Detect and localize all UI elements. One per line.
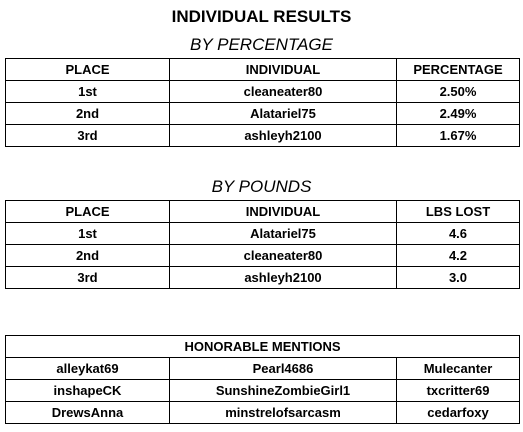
mention-cell: DrewsAnna bbox=[6, 402, 170, 424]
mention-cell: minstrelofsarcasm bbox=[170, 402, 397, 424]
lbs-lost-cell: 3.0 bbox=[397, 267, 520, 289]
individual-cell: cleaneater80 bbox=[170, 245, 397, 267]
table-row bbox=[6, 125, 520, 147]
individual-cell: ashleyh2100 bbox=[170, 267, 397, 289]
percentage-cell: 2.50% bbox=[397, 81, 520, 103]
place-cell: 1st bbox=[6, 81, 170, 103]
mention-cell: Pearl4686 bbox=[170, 358, 397, 380]
table-header-row bbox=[6, 59, 520, 81]
page-title: INDIVIDUAL RESULTS bbox=[171, 7, 352, 26]
place-cell: 3rd bbox=[6, 125, 170, 147]
lbs-lost-cell: 4.2 bbox=[397, 245, 520, 267]
mention-cell: txcritter69 bbox=[397, 380, 520, 402]
pounds-section-title: BY POUNDS bbox=[211, 177, 312, 196]
mention-cell: inshapeCK bbox=[6, 380, 170, 402]
column-header-lbs-lost: LBS LOST bbox=[397, 201, 520, 223]
place-cell: 2nd bbox=[6, 245, 170, 267]
percentage-results-table bbox=[5, 58, 520, 147]
table-row bbox=[6, 402, 520, 424]
pounds-results-table bbox=[5, 200, 520, 289]
table-row bbox=[6, 81, 520, 103]
honorable-mentions-header: HONORABLE MENTIONS bbox=[6, 336, 520, 358]
individual-cell: Alatariel75 bbox=[170, 223, 397, 245]
column-header-place: PLACE bbox=[6, 59, 170, 81]
mention-cell: Mulecanter bbox=[397, 358, 520, 380]
table-row bbox=[6, 223, 520, 245]
table-row bbox=[6, 358, 520, 380]
table-header-row bbox=[6, 201, 520, 223]
individual-cell: cleaneater80 bbox=[170, 81, 397, 103]
place-cell: 1st bbox=[6, 223, 170, 245]
lbs-lost-cell: 4.6 bbox=[397, 223, 520, 245]
table-row bbox=[6, 245, 520, 267]
table-row bbox=[6, 103, 520, 125]
table-row bbox=[6, 380, 520, 402]
mention-cell: alleykat69 bbox=[6, 358, 170, 380]
individual-cell: ashleyh2100 bbox=[170, 125, 397, 147]
mention-cell: cedarfoxy bbox=[397, 402, 520, 424]
place-cell: 3rd bbox=[6, 267, 170, 289]
column-header-individual: INDIVIDUAL bbox=[170, 201, 397, 223]
column-header-place: PLACE bbox=[6, 201, 170, 223]
place-cell: 2nd bbox=[6, 103, 170, 125]
individual-cell: Alatariel75 bbox=[170, 103, 397, 125]
table-row bbox=[6, 267, 520, 289]
table-header-row bbox=[6, 336, 520, 358]
column-header-percentage: PERCENTAGE bbox=[397, 59, 520, 81]
percentage-cell: 2.49% bbox=[397, 103, 520, 125]
column-header-individual: INDIVIDUAL bbox=[170, 59, 397, 81]
honorable-mentions-table bbox=[5, 335, 520, 424]
percentage-cell: 1.67% bbox=[397, 125, 520, 147]
mention-cell: SunshineZombieGirl1 bbox=[170, 380, 397, 402]
percentage-section-title: BY PERCENTAGE bbox=[190, 35, 333, 54]
